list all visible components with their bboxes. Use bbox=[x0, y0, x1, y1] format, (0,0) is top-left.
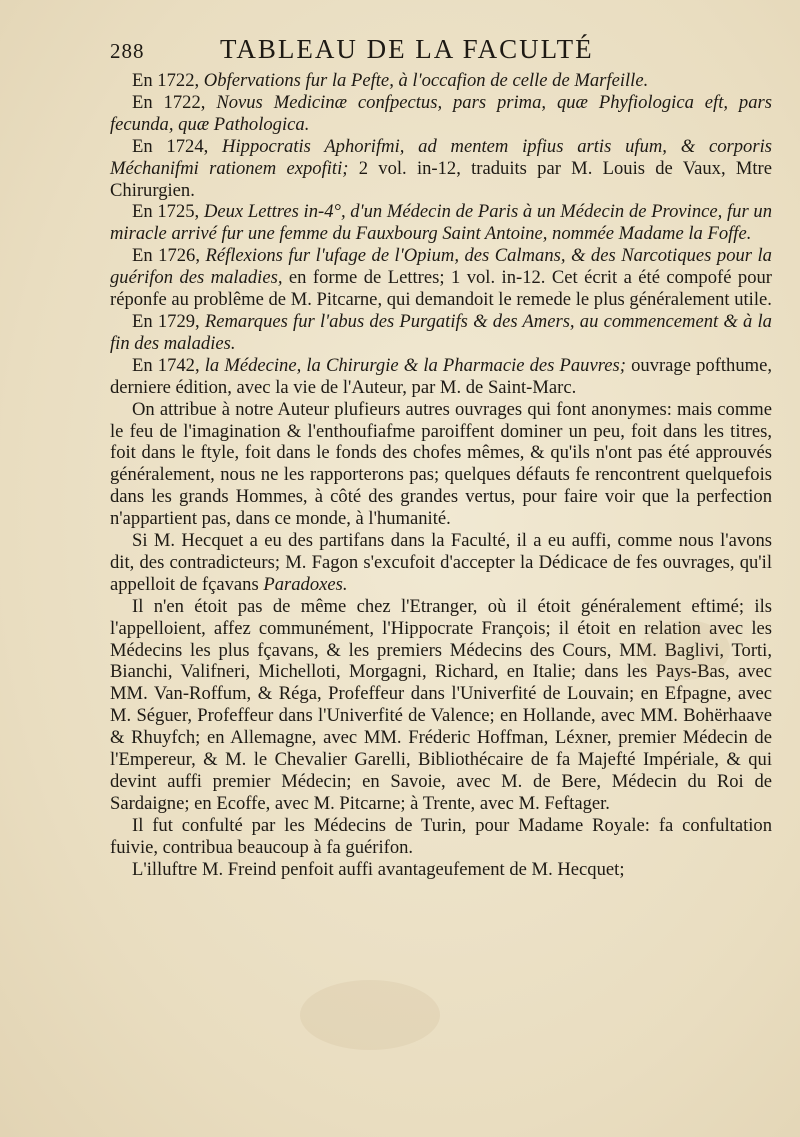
paragraph bbox=[110, 311, 772, 355]
italic-text: Hippocratis Aphorifmi, ad mentem ipfius artis ufum, & corporis Méchanifmi rationem expofiti; bbox=[110, 135, 772, 179]
text-run: Si M. Hecquet a eu des partifans dans la Faculté, il a eu auffi, comme nous l'avons dit, des contradicteurs; M. Fagon s'excufoit d'accepter la Dédicace de fes ouvrages, qu'il appelloit de fçavans bbox=[110, 530, 772, 595]
paragraph bbox=[110, 530, 772, 596]
paragraph bbox=[110, 201, 772, 245]
italic-text: Remarques fur l'abus des Purgatifs & des Amers, au commencement & à la fin des maladies. bbox=[110, 310, 772, 354]
paper-stain bbox=[300, 980, 440, 1050]
page-number: 288 bbox=[110, 39, 145, 63]
paragraph bbox=[110, 70, 772, 92]
text-run: En 1742, bbox=[132, 354, 205, 376]
italic-text: Réflexions fur l'ufage de l'Opium, des Calmans, & des Narcotiques pour la guérifon des maladies, bbox=[110, 245, 772, 289]
italic-text: Obfervations fur la Pefte, à l'occafion de celle de Marfeille. bbox=[203, 70, 649, 91]
italic-text: la Médecine, la Chirurgie & la Pharmacie des Pauvres; bbox=[204, 354, 626, 376]
body-text bbox=[110, 70, 772, 881]
italic-text: Paradoxes. bbox=[263, 573, 348, 595]
paragraph bbox=[110, 399, 772, 530]
italic-text: Novus Medicinæ confpectus, pars prima, quæ Phyfiologica eft, pars fecunda, quæ Pathologica. bbox=[110, 91, 772, 135]
text-run: 2 vol. in-12, traduits par M. Louis de Vaux, Mtre Chirurgien. bbox=[110, 157, 773, 201]
text-run: En 1725, bbox=[132, 201, 204, 223]
text-run: Il n'en étoit pas de même chez l'Etranger, où il étoit généralement eftimé; ils l'appelloient, affez communément, l'Hippocrate François; il étoit en relation avec les Médecins les plus fçavans, & les premiers Médecins des Cours, MM. Baglivi, Torti, Bianchi, Valifneri, Michelloti, Morgagni, Richard, en Italie; dans les Pays-Bas, avec MM. Van-Roffum, & Réga, Profeffeur dans l'Univerfité de Louvain; en Efpagne, avec M. Séguer, Profeffeur dans l'Univerfité de Valence; en Hollande, avec MM. Bohërhaave & Rhuyfch; en Allemagne, avec MM. Fréderic Hoffman, Léxner, premier Médecin de l'Empereur, & M. le Chevalier Garelli, Bibliothécaire de fa Majefté Impériale, & qui devint auffi premier Médecin; en Savoie, avec M. de Bere, Médecin du Roi de Sardaigne; en Ecoffe, avec M. Pitcarne; à Trente, avec M. Feftager. bbox=[110, 595, 772, 814]
paragraph bbox=[110, 355, 772, 399]
text-run: ouvrage pofthume, derniere édition, avec la vie de l'Auteur, par M. de Saint-Marc. bbox=[110, 354, 773, 398]
text-run: En 1722, bbox=[132, 70, 204, 91]
text-run: L'illuftre M. Freind penfoit auffi avantageufement de M. Hecquet; bbox=[132, 858, 625, 880]
running-title: TABLEAU DE LA FACULTÉ bbox=[220, 34, 594, 64]
text-run: En 1722, bbox=[132, 91, 217, 113]
paper-stain bbox=[640, 620, 730, 680]
paragraph bbox=[110, 815, 772, 859]
text-run: en forme de Lettres; 1 vol. in-12. Cet écrit a été compofé pour réponfe au problême de M. Pitcarne, qui demandoit le remede le plus généralement utile. bbox=[110, 267, 772, 311]
text-run: En 1726, bbox=[132, 245, 206, 267]
page-header bbox=[110, 34, 772, 64]
paragraph bbox=[110, 92, 772, 136]
paragraph bbox=[110, 859, 772, 881]
italic-text: Deux Lettres in-4°, d'un Médecin de Paris à un Médecin de Province, fur un miracle arrivé fur une femme du Fauxbourg Saint Antoine, nommée Madame la Foffe. bbox=[110, 201, 772, 245]
text-run: En 1724, bbox=[132, 135, 223, 157]
text-run: En 1729, bbox=[132, 310, 205, 332]
paragraph bbox=[110, 136, 772, 202]
text-run: On attribue à notre Auteur plufieurs autres ouvrages qui font anonymes: mais comme le feu de l'imagination & l'enthoufiafme paroiffent dominer un peu, foit dans les titres, foit dans le ftyle, foit dans le fonds des chofes mêmes, & qu'ils n'ont pas été approuvés généralement, nous ne les rapporterons pas; quelques défauts fe rencontrent quelquefois dans les grands Hommes, à côté des grandes vertus, pour faire voir que la perfection n'appartient pas, dans ce monde, à l'humanité. bbox=[110, 398, 772, 530]
text-run: Il fut confulté par les Médecins de Turin, pour Madame Royale: fa confultation fuivie, contribua beaucoup à fa guérifon. bbox=[110, 814, 772, 858]
paragraph bbox=[110, 245, 772, 311]
